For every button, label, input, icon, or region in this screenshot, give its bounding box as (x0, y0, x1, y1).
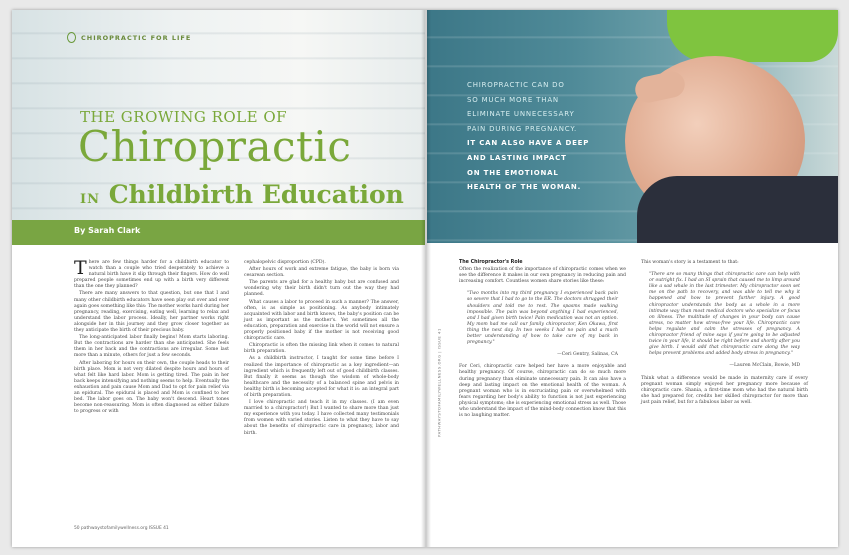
paragraph: There are many answers to that question, but one that I and many other childbirth educators have seen play out over and over again goes something like this: The mother works hard during her pregnancy, reading, exercising, eating well, learning to relax and understand the labor process. Ideally, her partner works right alongside her in this journey and they grow closer together as they anticipate the birth of their precious baby. (74, 291, 230, 334)
paragraph: I love chiropractic and teach it in my classes. (I am even married to a chiropractor!) But I wanted to share more than just my experience with you today. I have collected many testimonials from women with varied stories. Listen to what they have to say about the benefits of chiropractic care in pregnancy, labor and birth. (244, 400, 399, 436)
byline-bar (12, 220, 425, 245)
left-page (12, 10, 425, 547)
paragraph: Often the realization of the importance of chiropractic comes when we see the difference it makes in our own pregnancy in reducing pain and increasing comfort. Countless women share stories like these: (459, 267, 626, 285)
paragraph: The long-anticipated labor finally begins! Mom starts laboring. But the contractions are harder than she anticipated. She feels them in her back and the contractions are irregular. Some last more than a minute, others for just a few seconds. (74, 335, 229, 359)
byline: By Sarah Clark (74, 226, 141, 235)
page-folio: 50 pathwaystofamilywellness.org ISSUE 41 (74, 526, 169, 531)
drop-cap: T (74, 257, 87, 279)
page-gutter (421, 10, 431, 547)
pull-quote-line: SO MUCH MORE THAN (467, 95, 559, 104)
section-label: CHIROPRACTIC FOR LIFE (81, 33, 192, 42)
right-page (427, 10, 838, 547)
side-folio-text: PATHWAYSTOFAMILYWELLNESS.ORG | ISSUE 41 (436, 328, 442, 437)
paragraph: Think what a difference would be made in maternity care if every pregnant woman simply enjoyed her pregnancy more because of chiropractic care. Shania, a first-time mom who had the natural birth she had prepared for, credits her skilled chiropractor for more than just pain relief, but for a fabulous labor as well. (641, 375, 808, 405)
paragraph: After hours of work and extreme fatigue, the baby is born via cesarean section. (244, 267, 399, 279)
paragraph: What causes a labor to proceed in such a manner? The answer, often, is as simple as positioning. As anybody intimately acquainted with labor and birth knows, the baby's position can be just as important as the mother's. Yet sometimes all the education, preparation and exercise in the world will not ensure a properly positioned baby if the mother is not receiving good chiropractic care. (244, 299, 399, 342)
title-line3: Childbirth Education (108, 180, 404, 209)
paragraph: After laboring for hours on their own, the couple heads to their birth place. Mom is not very dilated despite hours and hours of what felt like hard labor. Mom is getting tired. The pain in her back keeps intensifying and nothing seems to help. Eventually the exhaustion and pain cause Mom and Dad to opt for pain relief via an epidural. The epidural is placed and Mom is confined to her bed. The labor goes on. The baby won't descend. Heart tones become non-reassuring. Mom is often diagnosed as either failure to progress or with (74, 360, 229, 415)
photo-pants (637, 176, 838, 243)
paragraph: cephalopelvic disproportion (CPD). (244, 260, 326, 265)
title-line3-wrapper (80, 180, 404, 209)
paragraph: There are few things harder for a childbirth educator to watch than a couple who tried desperately to achieve a natural birth have it slip through their fingers. How do well prepared people sometimes end up with a birth very different than the one they planned? (74, 257, 229, 290)
paragraph: The parents are glad for a healthy baby but are confused and wondering why their birth didn't turn out the way they had planned. (244, 280, 399, 298)
pull-quote-line: CHIROPRACTIC CAN DO (467, 81, 565, 89)
paragraph: Chiropractic is often the missing link when it comes to natural birth preparation. (244, 343, 399, 355)
pull-quote-line: HEALTH OF THE WOMAN. (467, 183, 582, 192)
pull-quote-line: ELIMINATE UNNECESSARY (467, 110, 575, 119)
right-column-1 (459, 260, 626, 421)
pull-quote-line: IT CAN ALSO HAVE A DEEP (467, 139, 590, 148)
paragraph: As a childbirth instructor, I taught for some time before I realized the importance of chiropractic as a key ingredient—an ingredient which is frequently left out of good childbirth classes. But finally it seems as though the wisdom of whole-body healthcare and the necessity of a balanced spine and pelvis in healthy birth is becoming accepted for what it is: an integral part of birth preparation. (244, 356, 399, 398)
pull-quote (467, 78, 652, 195)
section-tag (67, 32, 191, 43)
pull-quote-line: ON THE EMOTIONAL (467, 168, 559, 177)
magazine-spread (12, 10, 838, 547)
paragraph: This woman's story is a testament to that: (641, 260, 739, 265)
left-column-2 (244, 260, 399, 438)
testimonial-attribution: —Ceri Gentry, Salinas, CA (557, 352, 618, 358)
pull-quote-line: AND LASTING IMPACT (467, 153, 567, 162)
paragraph: For Ceri, chiropractic care helped her have a more enjoyable and healthy pregnancy. Of course, chiropractic can do so much more during pregnancy than eliminate unnecessary pain. It can also have a deep and lasting impact on the emotional health of the woman. A pregnant woman who is in excruciating pain or overwhelmed with fears regarding her body's ability to function is not just experiencing physical symptoms; she is experiencing emotional stress as well. Those who understand the impact of the mind-body connection know that this is no laughing matter. (459, 364, 626, 419)
left-column-1 (74, 257, 230, 438)
testimonial-quote: "Two months into my third pregnancy I experienced back pain so severe that I had to go to the ER. The doctors shrugged their shoulders and told me to rest. The spasms made walking impossible. The pain was beyond anything I had experienced, and I had given birth twice! Pain medication was not an option. My mom had me call our family chiropractor, Ken Okawa, first thing the next day. In two weeks I had no pain and a much better understanding of how to take care of my back in pregnancy." (467, 291, 618, 346)
right-body-columns (459, 260, 809, 421)
subheading: The Chiropractor's Role (459, 260, 523, 265)
photo-shirt (667, 10, 838, 62)
testimonial-quote: "There are so many things that chiropractic care can help with or outright fix. I had an SI sprain that caused me to limp around like a sad whale in the last trimester. My chiropractor soon set me on the path to recovery, and was able to tell me why it happened and how to prevent further injury. A good chiropractor understands the body as a whole in a more intimate way than most medical doctors who specialize or focus on illness. The multitude of changes in your body can cause stress, no matter how stress-free your life. Chiropractic care helps regulate and calm the stresses of pregnancy. A chiropractor friend of mine says if you're going to be adjusted twice in your life, it should be right before and shortly after you give birth. I would add that chiropractic care along the way helps prevent problems and added body stress in pregnancy." (649, 272, 800, 357)
right-column-2 (641, 260, 808, 421)
leaf-icon (67, 32, 76, 43)
hero-image-right (427, 10, 838, 243)
testimonial-attribution: —Lauren McClain, Bowie, MD (729, 363, 800, 369)
hero-image-left (12, 10, 425, 220)
side-folio (435, 270, 441, 490)
left-body-columns (74, 257, 399, 438)
title-in: IN (80, 192, 100, 207)
pull-quote-line: PAIN DURING PREGNANCY. (467, 124, 578, 133)
title-line2: Chiropractic (78, 122, 352, 171)
title-line1: THE GROWING ROLE OF (80, 108, 288, 126)
